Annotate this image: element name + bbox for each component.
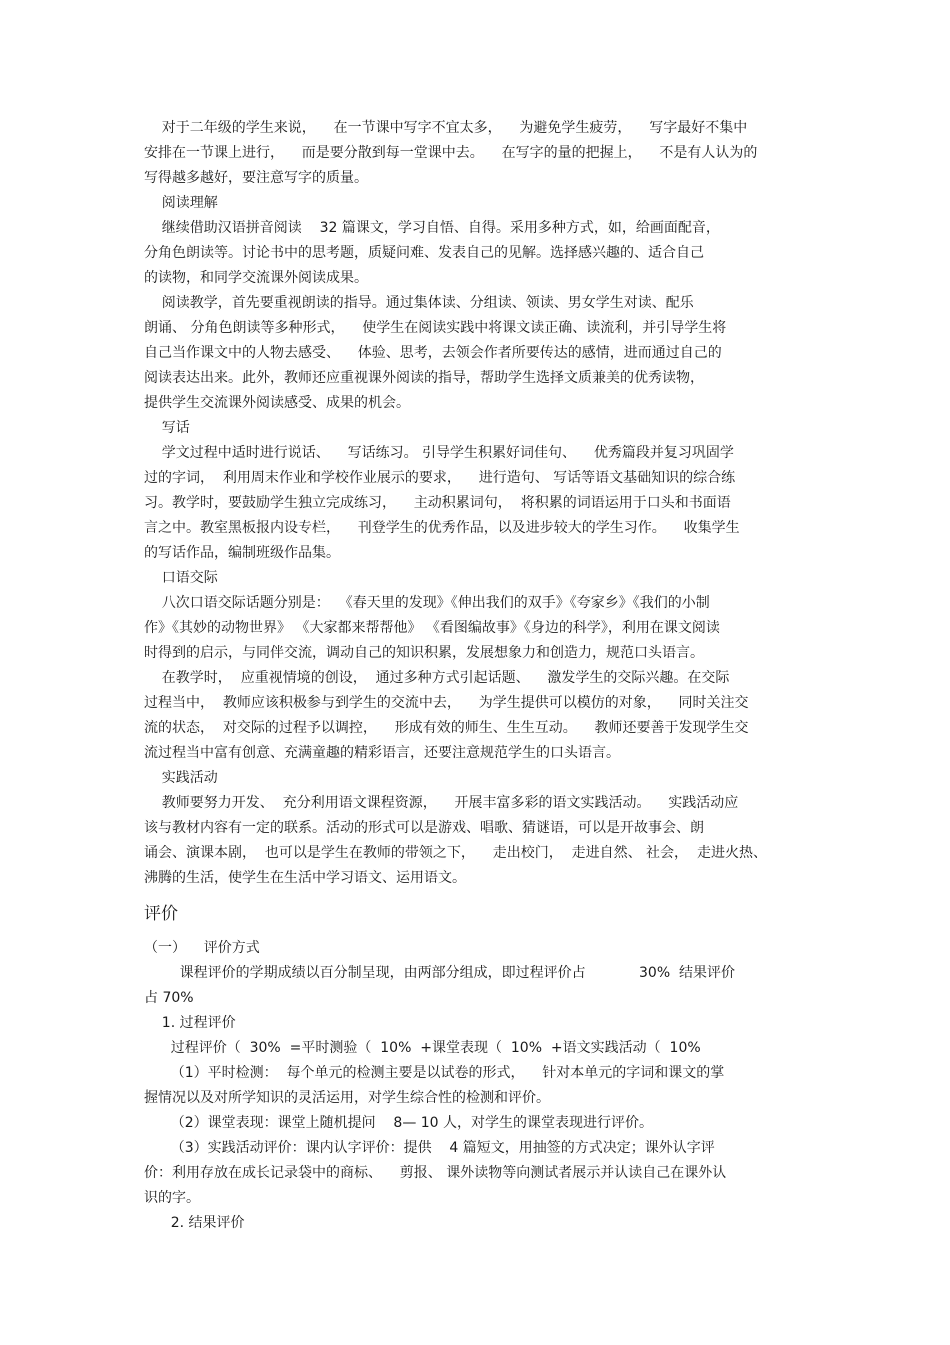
text-line: （2）课堂表现：课堂上随机提问 8— 10 人，对学生的课堂表现进行评价。 xyxy=(144,1115,654,1131)
text-line: 占 70% xyxy=(144,990,194,1006)
section-heading: 口语交际 xyxy=(144,570,218,586)
text-line: 对于二年级的学生来说， 在一节课中写字不宜太多， 为避免学生疲劳， 写字最好不集中 xyxy=(144,120,748,136)
text-line: 的写话作品，编制班级作品集。 xyxy=(144,545,340,561)
text-line: 继续借助汉语拼音阅读 32 篇课文，学习自悟、自得。采用多种方式，如，给画面配音， xyxy=(144,220,720,236)
text-line: 朗诵、 分角色朗读等多种形式， 使学生在阅读实践中将课文读正确、读流利，并引导学生将 xyxy=(144,320,727,336)
text-line: 提供学生交流课外阅读感受、成果的机会。 xyxy=(144,395,410,411)
section-heading: 写话 xyxy=(144,420,190,436)
subsection-heading: 1. 过程评价 xyxy=(144,1015,236,1031)
text-line: 阅读教学，首先要重视朗读的指导。通过集体读、分组读、领读、男女学生对读、配乐 xyxy=(144,295,694,311)
text-line: 八次口语交际话题分别是： 《春天里的发现》《伸出我们的双手》《夸家乡》《我们的小制 xyxy=(144,595,710,611)
text-line: 过程当中， 教师应该积极参与到学生的交流中去， 为学生提供可以模仿的对象， 同时关注交 xyxy=(144,695,749,711)
text-line: 自己当作课文中的人物去感受、 体验、思考，去领会作者所要传达的感情，进而通过自己的 xyxy=(144,345,722,361)
text-line: 阅读表达出来。此外，教师还应重视课外阅读的指导，帮助学生选择文质兼美的优秀读物， xyxy=(144,370,704,386)
text-line: 该与教材内容有一定的联系。活动的形式可以是游戏、唱歌、猜谜语，可以是开故事会、朗 xyxy=(144,820,704,836)
text-line: 在教学时， 应重视情境的创设， 通过多种方式引起话题、 激发学生的交际兴趣。在交际 xyxy=(144,670,730,686)
text-line: 价：利用存放在成长记录袋中的商标、 剪报、 课外读物等向测试者展示并认读自己在课外认 xyxy=(144,1165,727,1181)
text-line: 学文过程中适时进行说话、 写话练习。 引导学生积累好词佳句、 优秀篇段并复习巩固学 xyxy=(144,445,734,461)
main-heading: 评价 xyxy=(144,904,178,924)
text-line: 分角色朗读等。讨论书中的思考题，质疑问难、发表自己的见解。选择感兴趣的、适合自己 xyxy=(144,245,704,261)
text-line: 言之中。教室黑板报内设专栏， 刊登学生的优秀作品，以及进步较大的学生习作。 收集学生 xyxy=(144,520,740,536)
text-line: 课程评价的学期成绩以百分制呈现，由两部分组成，即过程评价占 30% 结果评价 xyxy=(144,965,736,981)
text-line: 作》《其妙的动物世界》 《大家都来帮帮他》 《看图编故事》《身边的科学》，利用在课文阅读 xyxy=(144,620,720,636)
subsection-heading: （一） 评价方式 xyxy=(144,940,260,956)
text-line: 握情况以及对所学知识的灵活运用，对学生综合性的检测和评价。 xyxy=(144,1090,550,1106)
text-line: 识的字。 xyxy=(144,1190,200,1206)
section-heading: 阅读理解 xyxy=(144,195,218,211)
text-line: （1）平时检测： 每个单元的检测主要是以试卷的形式， 针对本单元的字词和课文的掌 xyxy=(144,1065,725,1081)
text-line: 时得到的启示，与同伴交流，调动自己的知识积累，发展想象力和创造力，规范口头语言。 xyxy=(144,645,704,661)
text-line: 的读物，和同学交流课外阅读成果。 xyxy=(144,270,368,286)
text-line: 过程评价（ 30% =平时测验（ 10% +课堂表现（ 10% +语文实践活动（ 10% xyxy=(144,1040,701,1056)
text-line: 教师要努力开发、 充分利用语文课程资源， 开展丰富多彩的语文实践活动。 实践活动应 xyxy=(144,795,739,811)
text-line: 过的字词， 利用周末作业和学校作业展示的要求， 进行造句、 写话等语文基础知识的综合练 xyxy=(144,470,736,486)
text-line: 习。教学时，要鼓励学生独立完成练习， 主动积累词句， 将积累的词语运用于口头和书面语 xyxy=(144,495,731,511)
text-line: 写得越多越好，要注意写字的质量。 xyxy=(144,170,368,186)
section-heading: 实践活动 xyxy=(144,770,218,786)
text-line: 沸腾的生活，使学生在生活中学习语文、运用语文。 xyxy=(144,870,466,886)
text-line: （3）实践活动评价：课内认字评价：提供 4 篇短文，用抽签的方式决定；课外认字评 xyxy=(144,1140,715,1156)
text-line: 安排在一节课上进行， 而是要分散到每一堂课中去。 在写字的量的把握上， 不是有人认为的 xyxy=(144,145,758,161)
text-line: 诵会、演课本剧， 也可以是学生在教师的带领之下， 走出校门， 走进自然、 社会， 走进火热、 xyxy=(144,845,767,861)
text-line: 流过程当中富有创意、充满童趣的精彩语言，还要注意规范学生的口头语言。 xyxy=(144,745,620,761)
text-line: 流的状态， 对交际的过程予以调控， 形成有效的师生、生生互动。 教师还要善于发现学生交 xyxy=(144,720,749,736)
subsection-heading: 2. 结果评价 xyxy=(144,1215,245,1231)
